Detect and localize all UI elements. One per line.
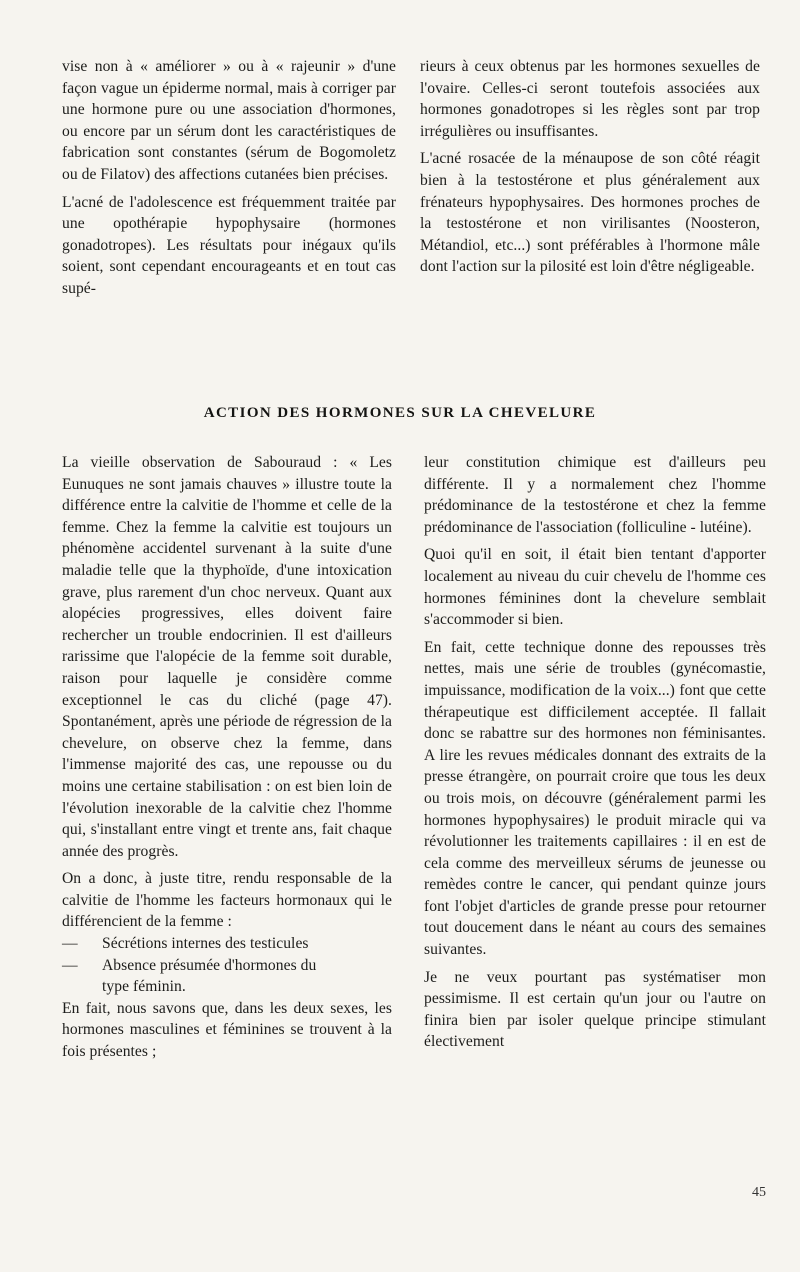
paragraph: La vieille observation de Sabouraud : « Les Eunuques ne sont jamais chauves » illustre toute la différence entre la calvitie de l'homme et celle de la femme. Chez la femme la calvitie est toujours un phénomène accidentel survenant à la suite d'une maladie telle que la thyphoïde, d'une intoxication grave, plus rarement d'un choc nerveux. Quant aux alopécies progressives, elles doivent faire rechercher un trouble endocrinien. Il est d'ailleurs rarissime que l'alopécie de la femme soit durable, raison pour laquelle je considère comme exceptionnel le cas du cliché (page 47). Spontanément, après une période de régression de la chevelure, on observe chez la femme, dans l'immense majorité des cas, une repousse ou du moins une certaine stabilisation : on est bien loin de l'évolution inexorable de la calvitie chez l'homme qui, s'installant entre vingt et trente ans, fait chaque année des progrès. — [62, 454, 392, 860]
paragraph: L'acné rosacée de la ménaupose de son côté réagit bien à la testostérone et plus généralement aux frénateurs hypophysaires. Des hormones proches de la testostérone et non virilisantes (Noosteron, Métandiol, etc...) sont préférables à l'hormone mâle dont l'action sur la pilosité est loin d'être négligeable. — [420, 150, 760, 276]
dash-marker: — — [62, 956, 78, 974]
paragraph: leur constitution chimique est d'ailleurs peu différente. Il y a normalement chez l'homme prédominance de la testostérone et chez la femme prédominance de l'association (folliculine - lutéine). — [424, 454, 766, 536]
page-number: 45 — [752, 1185, 766, 1200]
paragraph: rieurs à ceux obtenus par les hormones sexuelles de l'ovaire. Celles-ci seront toutefois associées aux hormones gonadotropes si les règles sont par trop irrégulières ou insuffisantes. — [420, 58, 760, 140]
paragraph: vise non à « améliorer » ou à « rajeunir » d'une façon vague un épiderme normal, mais à corriger par une hormone pure ou une association d'hormones, ou encore par un sérum dont les caractéristiques de fabrication sont constantes (sérum de Bogomoletz ou de Filatov) des affections cutanées bien précises. — [62, 58, 396, 183]
paragraph: En fait, cette technique donne des repousses très nettes, mais une série de troubles (gynécomastie, impuissance, modification de la voix...) font que cette thérapeutique est difficilement acceptée. Il fallait donc se rabattre sur des hormones non féminisantes. A lire les revues médicales donnant des extraits de la presse étrangère, on pourrait croire que tous les deux ou trois mois, on découvre (généralement parmi les hormones hypophysaires) le produit miracle qui va révolutionner les traitements capillaires : il en est de cela comme des merveilleux sérums de jeunesse ou remèdes contre le cancer, qui pendant quinze jours font l'objet d'articles de grande presse pour retourner tout doucement dans le néant au cours des semaines suivantes. — [424, 638, 766, 959]
list-item-text: Absence présumée d'hormones du — [102, 956, 317, 974]
bottom-right-column — [424, 452, 766, 1053]
paragraph: Quoi qu'il en soit, il était bien tentant d'apporter localement au niveau du cuir chevelu de l'homme ces hormones féminines dont la chevelure semblait s'accommoder si bien. — [424, 546, 766, 629]
list-item-continuation: type féminin. — [102, 978, 186, 996]
bottom-left-column — [62, 452, 392, 1063]
dash-marker: — — [62, 935, 78, 953]
top-right-column — [420, 56, 760, 278]
list-item-text: Sécrétions internes des testicules — [102, 935, 309, 953]
paragraph: Je ne veux pourtant pas systématiser mon pessimisme. Il est certain qu'un jour ou l'autre on finira bien par isoler quelque principe stimulant électivement — [424, 968, 766, 1051]
paragraph: On a donc, à juste titre, rendu responsable de la calvitie de l'homme les facteurs hormonaux qui le différencient de la femme : — [62, 870, 392, 931]
top-left-column — [62, 56, 396, 300]
paragraph: L'acné de l'adolescence est fréquemment traitée par une opothérapie hypophysaire (hormones gonadotropes). Les résultats pour inégaux qu'ils soient, sont cependant encourageants et en tout cas supé- — [62, 193, 396, 297]
paragraph: En fait, nous savons que, dans les deux sexes, les hormones masculines et féminines se trouvent à la fois présentes ; — [62, 999, 392, 1061]
list-item — [62, 933, 392, 955]
list-item — [62, 955, 392, 977]
section-heading: ACTION DES HORMONES SUR LA CHEVELURE — [203, 405, 597, 421]
